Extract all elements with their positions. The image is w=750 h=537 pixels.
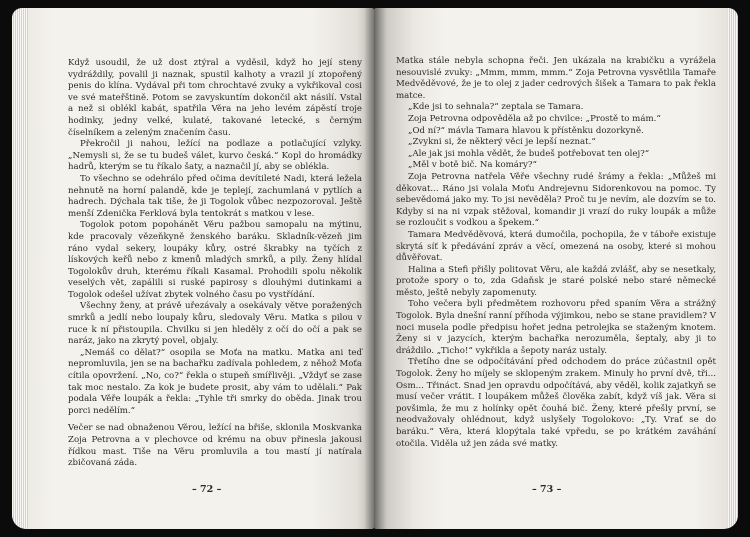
paragraph: Togolok potom popohánět Věru pažbou samopalu na mýtinu, kde pracovaly vězeňkyně ženského baráku. Skladník-vězeň jim ráno vydal sekery, loupáky kůry, ostré škrabky na tyčích z lískových keřů nebo z kmenů mladých smrků, a pily. Ženy hlídal Togolokův druh, kterému říkali Kasamal. Prohodili spolu několik veselých vět, zapálili si ruské papirosy s dlouhými dutinkami a Togolok odešel užívat zbytek volného času po vystřídání. [68, 220, 362, 300]
right-page [374, 8, 738, 529]
right-page-text [396, 56, 716, 450]
open-book [12, 8, 738, 529]
paragraph: Třetího dne se odpočítávání před odchodem do práce zúčastnil opět Togolok. Ženy ho míjely se sklopeným zrakem. Minuly ho první dvě, tři... Osm... Třináct. Snad jen opravdu odpočítává, aby věděl, kolik zajatkyň se musí večer vrátit. I loupákem můžeš člověka zabít, když víš jak. Věra si povšimla, že mu z holínky opět čouhá bič. Ženy, které přešly první, se neodvažovaly ohlédnout, když uslyšely Togolokovo: „Ty. Vrať se do baráku.“ Věra, která klopýtala také vpředu, se po krátkém zaváhání otočila. Viděla už jen záda své matky. [396, 357, 716, 449]
paragraph: „Kde jsi to sehnala?“ zeptala se Tamara. [408, 102, 584, 113]
paragraph: Tamara Medvěděvová, která dumočila, pochopila, že v táboře existuje skrytá síť k předávání zpráv a věcí, omezená na osoby, které si mohou důvěřovat. [396, 229, 716, 264]
page-edges-left [12, 8, 28, 529]
paragraph: „Ale jak jsi mohla vědět, že budeš potřebovat ten olej?“ [408, 148, 650, 159]
paragraph: Halina a Stefi přišly politovat Věru, ale každá zvlášť, aby se nesetkaly, protože spory o to, zda Gdaňsk je staré polské nebo staré německé město, ještě nebyly zapomenuty. [396, 264, 716, 298]
page-number-right: – 73 – [532, 484, 562, 495]
paragraph: Večer se nad obnaženou Věrou, ležící na břiše, sklonila Moskvanka Zoja Petrovna a v plechovce od krému na obuv přinesla jakousi řídkou mast. Tiše na Věru promluvila a tou mastí jí natírala zbičovaná záda. [68, 423, 362, 469]
paragraph: Zoja Petrovna odpověděla až po chvilce: „Prostě to mám.“ [408, 113, 661, 124]
paragraph: „Od ní?“ mávla Tamara hlavou k přístěnku dozorkyně. [408, 125, 644, 136]
page-edges-right [728, 8, 738, 529]
paragraph: Všechny ženy, at právě uřezávaly a osekávaly větve poražených smrků a jedlí nebo loupaly kůru, sledovaly Věru. Matka s pilou v ruce k ní přistoupila. Chvilku si jen hleděly z očí do očí a pak se naráz, jako na zkrytý povel, objaly. [68, 301, 362, 347]
paragraph: „Nemáš co dělat?“ osopila se Moťa na matku. Matka ani teď nepromluvila, jen se na bachařku zadívala pohledem, z něhož Moťa cítila opovržení. „No, co?“ řekla o stupeň smířlivěji. „Vždyť se zase tak moc nestalo. Za kok je budete prosit, aby vám to udělali.“ Pak podala Věře loupák a řekla: „Tyhle tři smrky do oběda. Jinak trou porci nedělím.“ [68, 347, 362, 416]
paragraph: „Měl v botě bič. Na komáry?“ [408, 160, 537, 171]
paragraph: Matka stále nebyla schopna řeči. Jen ukázala na krabičku a vyrážela nesouvislé zvuky: „Mmm, mmm, mmm.“ Zoja Petrovna vysvětlila Tamaře Medvěděvové, že je to olej z jader cedrových šišek a Tamara to pak řekla matce. [396, 56, 716, 101]
paragraph: Když usoudil, že už dost ztýral a vyděsil, když ho její steny vydráždily, povalil ji naznak, spustil kalhoty a vrazil jí ztopořený penis do klína. Vydával při tom chrochtavé zvuky a vykřikoval cosi ve své mateřštině. Potom se zavyskuntím dokončil akt násilí. Vstal a než si oblékl kabát, spatřila Věra na jeho levém zápěstí troje hodinky, jedny velké, kulaté, takované letecké, s černým číselníkem a zeleným značením času. [68, 58, 362, 138]
paragraph: Překročil ji nahou, ležící na podlaze a potlačující vzlyky. „Nemysli si, že se tu budeš válet, kurvo česká.“ Kopl do hromádky hadrů, kterým se tu říkalo šaty, a naznačil jí, aby se oblékla. [68, 139, 362, 173]
paragraph: Toho večera byli předmětem rozhovoru před spaním Věra a strážný Togolok. Byla dnešní ranní příhoda výjimkou, nebo se stane pravidlem? V noci musela podle předpisu hořet jedna petrolejka se staženým knotem. Ženy si v jazycích, kterým bachařka nerozuměla, šeptaly, aby ji to dráždilo. „Ticho!“ vykřikla a šepoty naráz ustaly. [396, 299, 716, 356]
left-page-text [68, 58, 362, 470]
page-number-left: – 72 – [192, 484, 222, 495]
paragraph: To všechno se odehrálo před očima devítileté Nadi, která ležela nehnutě na horní palandě, kde je teplejí, zachumlaná v pytlích a hadrech. Dýchala tak tiše, že ji Togolok vůbec nezpozoroval. Ještě menší Zdenička Ferklová byla tentokrát s matkou v lese. [68, 173, 362, 219]
paragraph: Zoja Petrovna natřela Věře všechny rudé šrámy a řekla: „Můžeš mi děkovat... Ráno jsi volala Moťu Andrejevnu Sidorenkovou na pomoc. Ty sebevědomá jako my. To jsi nevěděla? Proč tu je nevím, ale dozvím se to. Kdyby si na ni vzpak stěžoval, komandir ji vrazí do ruky loupák a může se rozloučit s vodkou a špekem.“ [396, 171, 716, 229]
left-page [12, 8, 374, 529]
paragraph: „Zvykni si, že některý věci je lepší neznat.“ [408, 137, 596, 148]
